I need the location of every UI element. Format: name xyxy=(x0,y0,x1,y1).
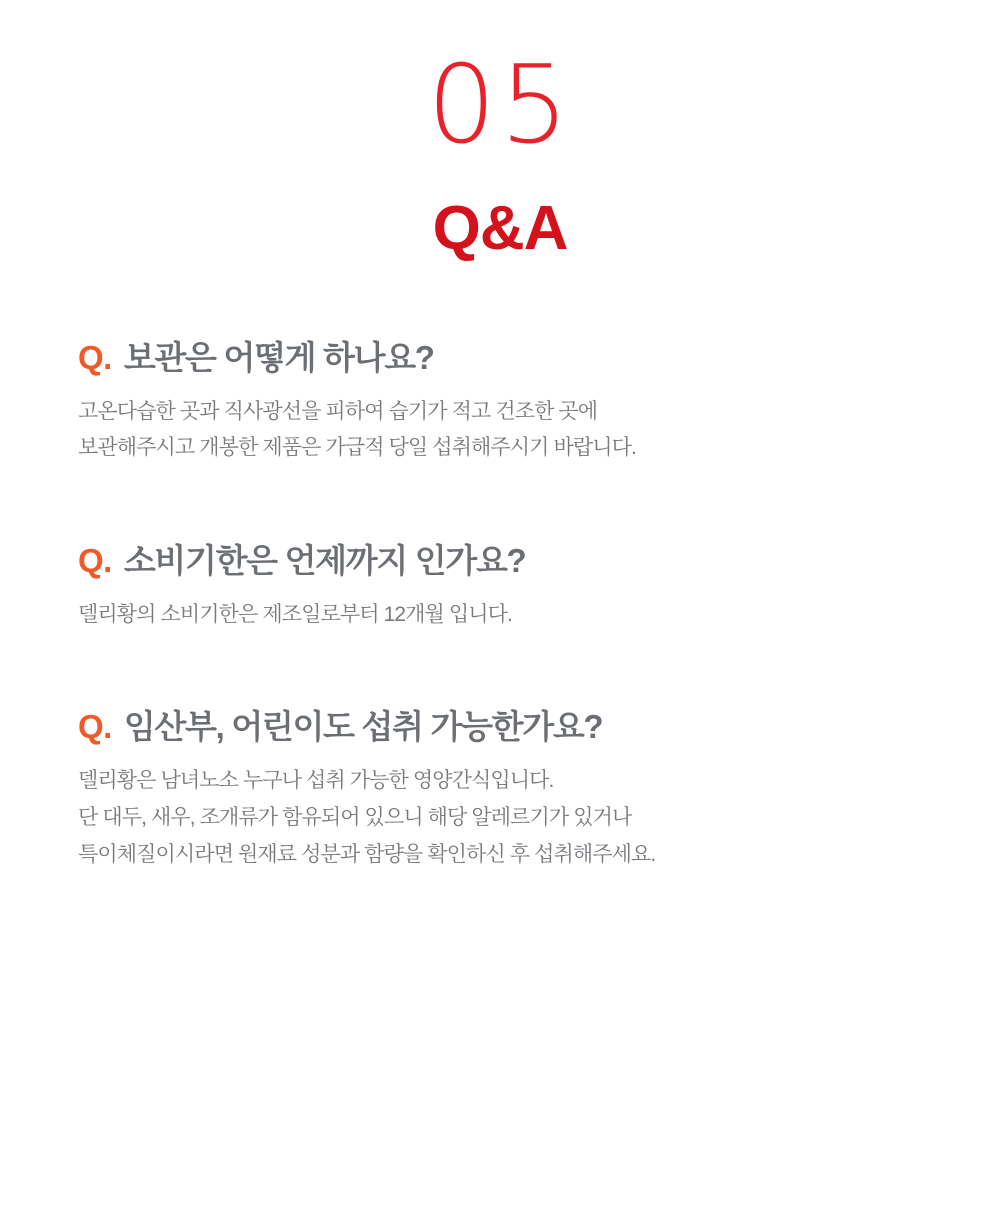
qa-answer xyxy=(78,763,940,873)
qa-item xyxy=(78,707,940,873)
answer-line: 델리황은 남녀노소 누구나 섭취 가능한 영양간식입니다. xyxy=(78,769,554,793)
qa-item xyxy=(78,541,940,633)
question-text: 소비기한은 언제까지 인가요? xyxy=(123,542,526,580)
qa-question xyxy=(78,707,940,747)
answer-line: 델리황의 소비기한은 제조일로부터 12개월 입니다. xyxy=(78,602,512,626)
question-prefix: Q. xyxy=(78,542,112,580)
answer-line: 보관해주시고 개봉한 제품은 가급적 당일 섭취해주시기 바랍니다. xyxy=(78,436,636,460)
qa-item xyxy=(78,338,940,467)
qa-answer xyxy=(78,394,940,468)
question-text: 보관은 어떻게 하나요? xyxy=(123,339,434,376)
answer-line: 특이체질이시라면 원재료 성분과 함량을 확인하신 후 섭취해주세요. xyxy=(78,842,656,866)
answer-line: 고온다습한 곳과 직사광선을 피하여 습기가 적고 건조한 곳에 xyxy=(78,399,598,423)
qa-question xyxy=(78,541,940,581)
question-prefix: Q. xyxy=(78,708,112,746)
qa-answer xyxy=(78,597,940,634)
section-number: 05 xyxy=(427,43,573,168)
question-text: 임산부, 어린이도 섭취 가능한가요? xyxy=(123,708,603,746)
qa-list xyxy=(0,338,1000,873)
answer-line: 단 대두, 새우, 조개류가 함유되어 있으니 해당 알레르기가 있거나 xyxy=(78,805,632,829)
qa-question xyxy=(78,338,940,378)
question-prefix: Q. xyxy=(78,339,112,376)
page-title: Q&A xyxy=(432,194,568,263)
